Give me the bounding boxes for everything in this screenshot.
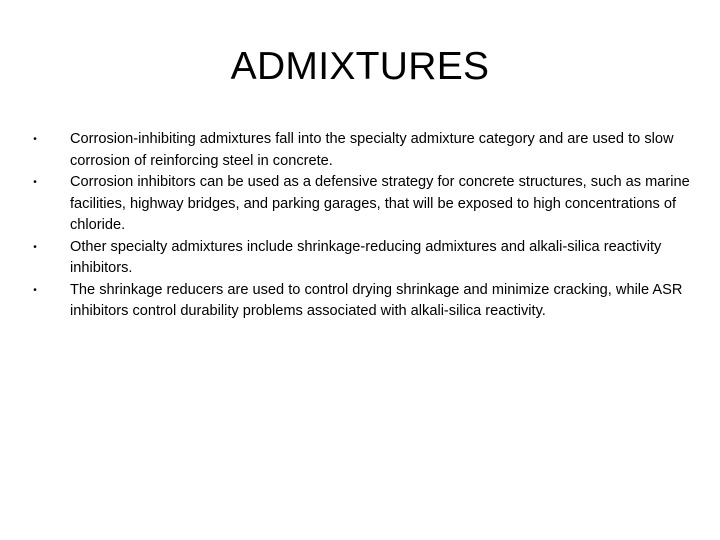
bullet-list: [30, 129, 694, 323]
bullet-marker: •: [33, 284, 37, 296]
bullet-text: Corrosion-inhibiting admixtures fall into the specialty admixture category and are used to slow corrosion of reinforcing steel in concrete.: [70, 131, 674, 169]
bullet-text: Corrosion inhibitors can be used as a defensive strategy for concrete structures, such as marine facilities, highway bridges, and parking garages, that will be exposed to high concentrations of chloride.: [70, 174, 690, 233]
bullet-text: The shrinkage reducers are used to control drying shrinkage and minimize cracking, while ASR inhibitors control durability problems associated with alkali-silica reactivity.: [70, 281, 683, 319]
bullet-marker: •: [33, 241, 37, 253]
bullet-item-2: [30, 172, 694, 237]
slide-title: ADMIXTURES: [230, 45, 490, 88]
bullet-marker: •: [33, 134, 37, 145]
bullet-item-1: [30, 129, 694, 172]
bullet-item-3: [30, 237, 694, 280]
bullet-marker: •: [33, 177, 37, 188]
bullet-text: Other specialty admixtures include shrinkage-reducing admixtures and alkali-silica reactivity inhibitors.: [70, 238, 662, 276]
bullet-item-4: [30, 280, 694, 323]
